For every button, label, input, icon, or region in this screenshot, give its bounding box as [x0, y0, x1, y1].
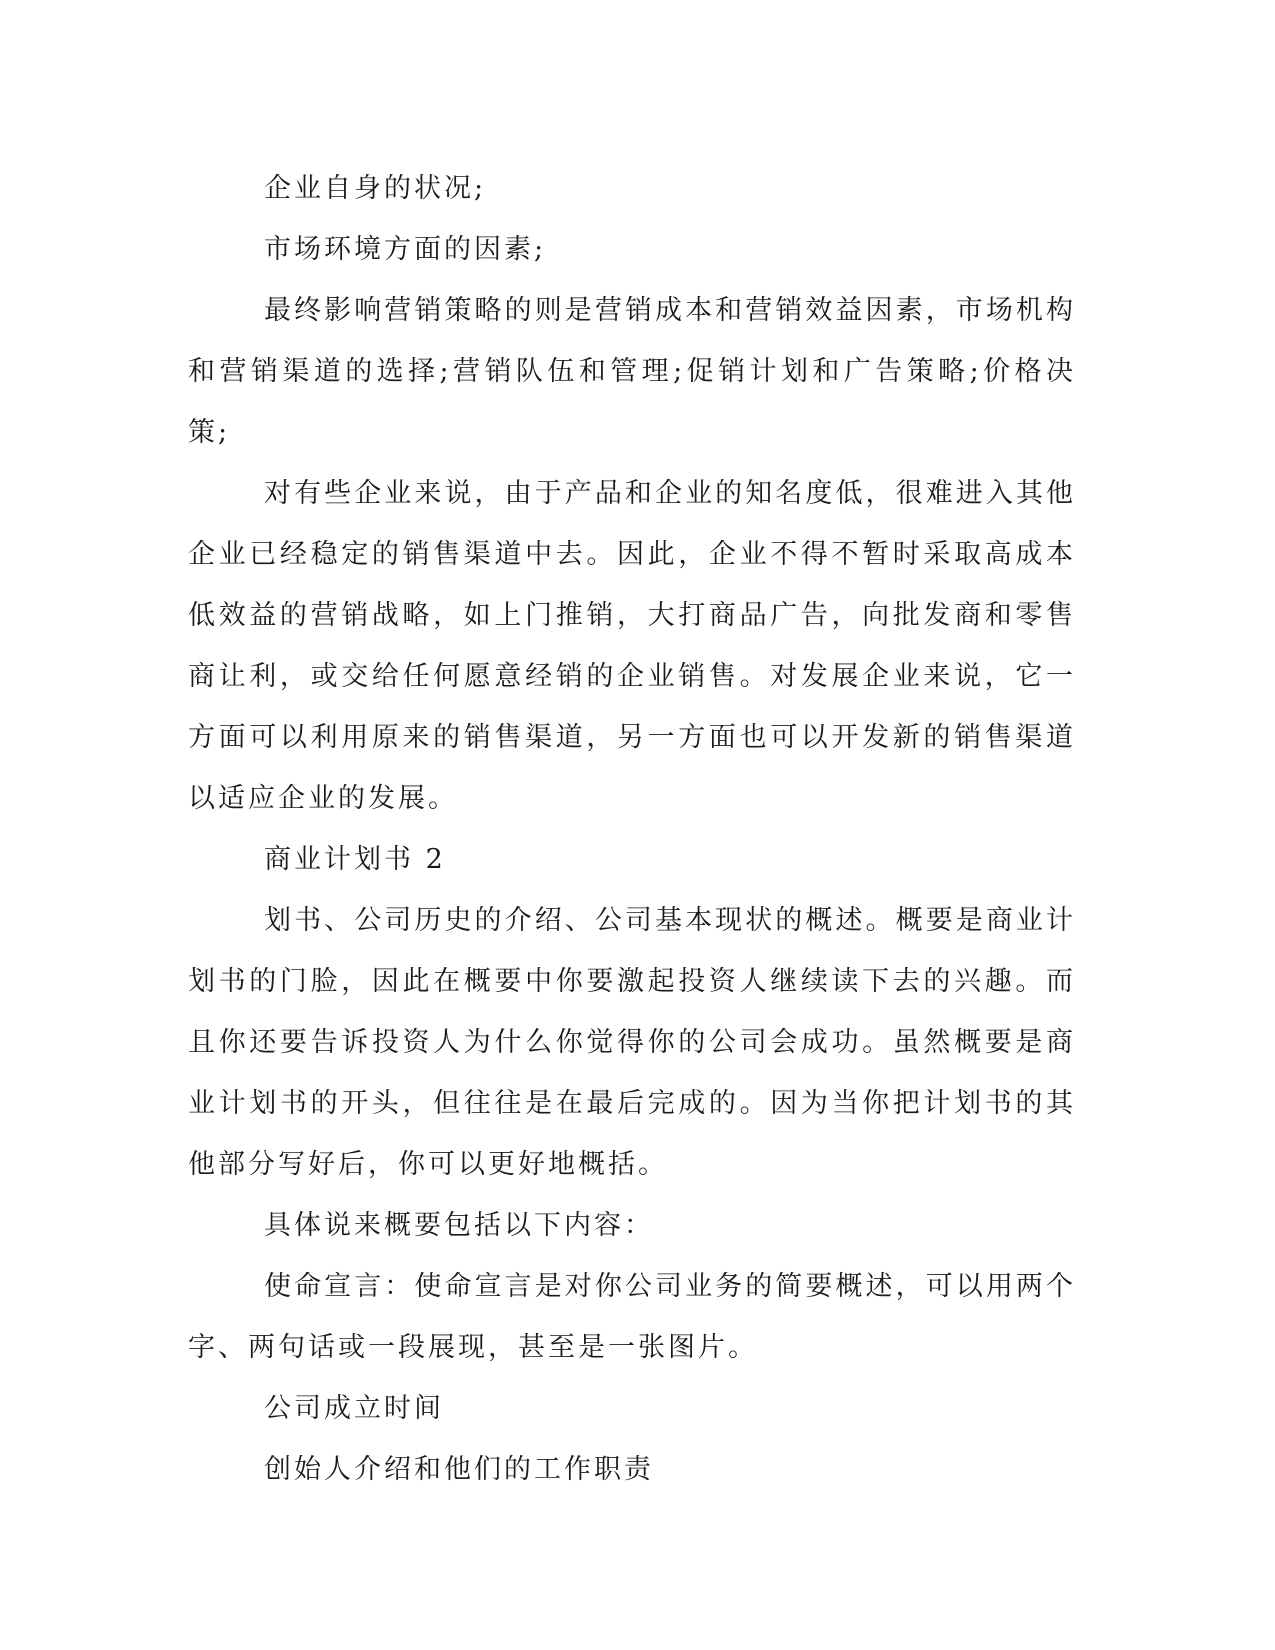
paragraph-founding-time: 公司成立时间 [264, 1393, 444, 1424]
paragraph-mission-statement: 使命宣言：使命宣言是对你公司业务的简要概述，可以用两个字、两句话或一段展现，甚至是一张图片。 [188, 1271, 1076, 1363]
section-heading-business-plan-2: 商业计划书 2 [264, 844, 446, 875]
paragraph-sales-channels: 对有些企业来说，由于产品和企业的知名度低，很难进入其他企业已经稳定的销售渠道中去。因此，企业不得不暂时采取高成本低效益的营销战略，如上门推销，大打商品广告，向批发商和零售商让利，或交给任何愿意经销的企业销售。对发展企业来说，它一方面可以利用原来的销售渠道，另一方面也可以开发新的销售渠道以适应企业的发展。 [188, 478, 1076, 814]
paragraph-summary-intro: 划书、公司历史的介绍、公司基本现状的概述。概要是商业计划书的门脸，因此在概要中你要激起投资人继续读下去的兴趣。而且你还要告诉投资人为什么你觉得你的公司会成功。虽然概要是商业计划书的开头，但往往是在最后完成的。因为当你把计划书的其他部分写好后，你可以更好地概括。 [188, 905, 1076, 1180]
paragraph-summary-contents: 具体说来概要包括以下内容： [264, 1210, 654, 1241]
paragraph-founders: 创始人介绍和他们的工作职责 [264, 1454, 654, 1485]
paragraph-market-factors: 市场环境方面的因素; [264, 234, 547, 265]
paragraph-company-status: 企业自身的状况; [264, 173, 487, 204]
paragraph-marketing-cost: 最终影响营销策略的则是营销成本和营销效益因素，市场机构和营销渠道的选择;营销队伍和管理;促销计划和广告策略;价格决策; [188, 295, 1076, 448]
document-body [188, 158, 1076, 1500]
